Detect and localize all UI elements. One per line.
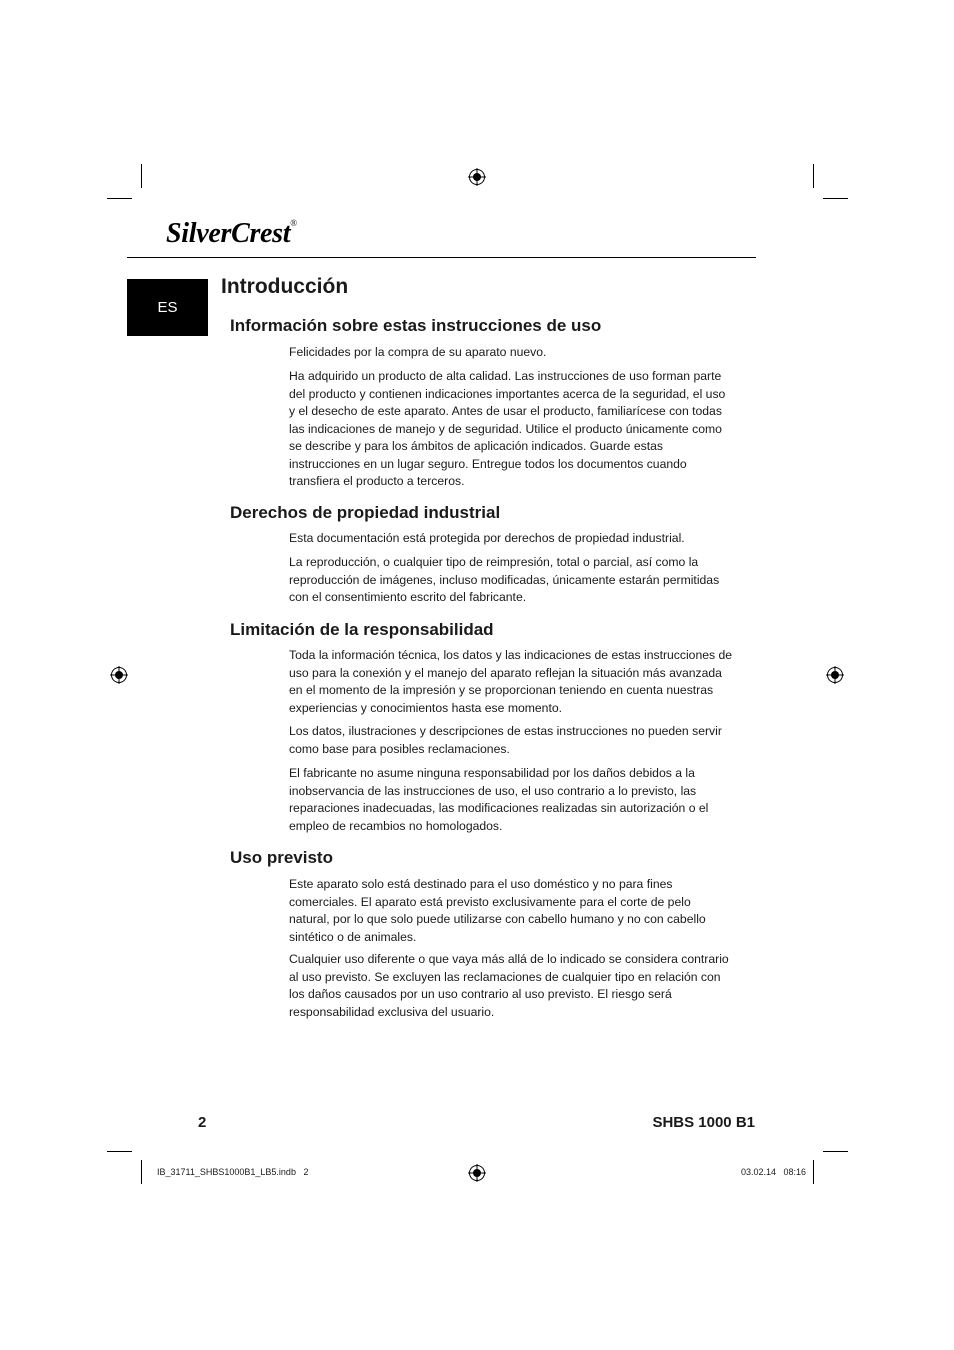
print-slug-date: 03.02.14 08:16: [740, 1167, 806, 1177]
paragraph: Toda la información técnica, los datos y las indicaciones de estas instrucciones de uso para la conexión y el manejo del aparato reflejan la situación más avanzada en el momento de la impresión y se proporcionan teniendo en cuenta nuestras experiencias y conocimientos hasta ese momento.: [289, 648, 733, 715]
paragraph: El fabricante no asume ninguna responsabilidad por los daños debidos a la inobservancia de las instrucciones de uso, el uso contrario a lo previsto, las reparaciones inadecuadas, las modificaciones realizadas sin autorización o el empleo de recambios no homologados.: [289, 766, 709, 833]
page-number: 2: [198, 1114, 207, 1131]
page-title: Introducción: [221, 275, 349, 298]
crop-mark: [141, 1160, 142, 1184]
paragraph: Este aparato solo está destinado para el uso doméstico y no para fines comerciales. El aparato está previsto exclusivamente para el corte de pelo natural, por lo que solo puede utilizarse con cabello humano y no con cabello sintético o de animales.: [289, 877, 706, 944]
registered-mark: ®: [290, 218, 297, 228]
print-slug-file: IB_31711_SHBS1000B1_LB5.indb 2: [157, 1167, 309, 1177]
crop-mark: [813, 1160, 814, 1184]
language-tab: ES: [127, 279, 208, 336]
paragraph: Esta documentación está protegida por derechos de propiedad industrial.: [289, 531, 685, 545]
section-heading: Derechos de propiedad industrial: [230, 503, 501, 522]
paragraph: Los datos, ilustraciones y descripciones de estas instrucciones no pueden servir como base para posibles reclamaciones.: [289, 724, 722, 756]
registration-mark-icon: [826, 666, 844, 684]
paragraph: Cualquier uso diferente o que vaya más allá de lo indicado se considera contrario al uso previsto. Se excluyen las reclamaciones de cualquier tipo en relación con los daños causados por un uso contrario al uso previsto. El riesgo será responsabilidad exclusiva del usuario.: [289, 952, 729, 1019]
section-heading: Uso previsto: [230, 848, 333, 867]
header-rule: [127, 257, 756, 258]
registration-mark-icon: [468, 1164, 486, 1182]
paragraph: La reproducción, o cualquier tipo de reimpresión, total o parcial, así como la reproducción de imágenes, incluso modificadas, únicamente estarán permitidas con el consentimiento escrito del fabricante.: [289, 555, 720, 604]
crop-mark: [813, 164, 814, 188]
crop-mark: [141, 164, 142, 188]
model-number: SHBS 1000 B1: [652, 1114, 755, 1131]
brand-logo-text: SilverCrest: [166, 218, 291, 249]
brand-logo: [166, 218, 297, 250]
crop-mark: [823, 198, 848, 199]
crop-mark: [823, 1151, 848, 1152]
crop-mark: [107, 1151, 132, 1152]
section-heading: Información sobre estas instrucciones de uso: [230, 316, 602, 335]
registration-mark-icon: [468, 168, 486, 186]
paragraph: Ha adquirido un producto de alta calidad. Las instrucciones de uso forman parte del producto y contienen indicaciones importantes acerca de la seguridad, el uso y el desecho de este aparato. Antes de usar el producto, familiarícese con todas las indicaciones de manejo y de seguridad. Utilice el producto únicamente como se describe y para los ámbitos de aplicación indicados. Guarde estas instrucciones en un lugar seguro. Entregue todos los documentos cuando transfiera el producto a terceros.: [289, 369, 726, 488]
crop-mark: [107, 198, 132, 199]
registration-mark-icon: [110, 666, 128, 684]
section-heading: Limitación de la responsabilidad: [230, 620, 494, 639]
paragraph: Felicidades por la compra de su aparato nuevo.: [289, 345, 547, 359]
